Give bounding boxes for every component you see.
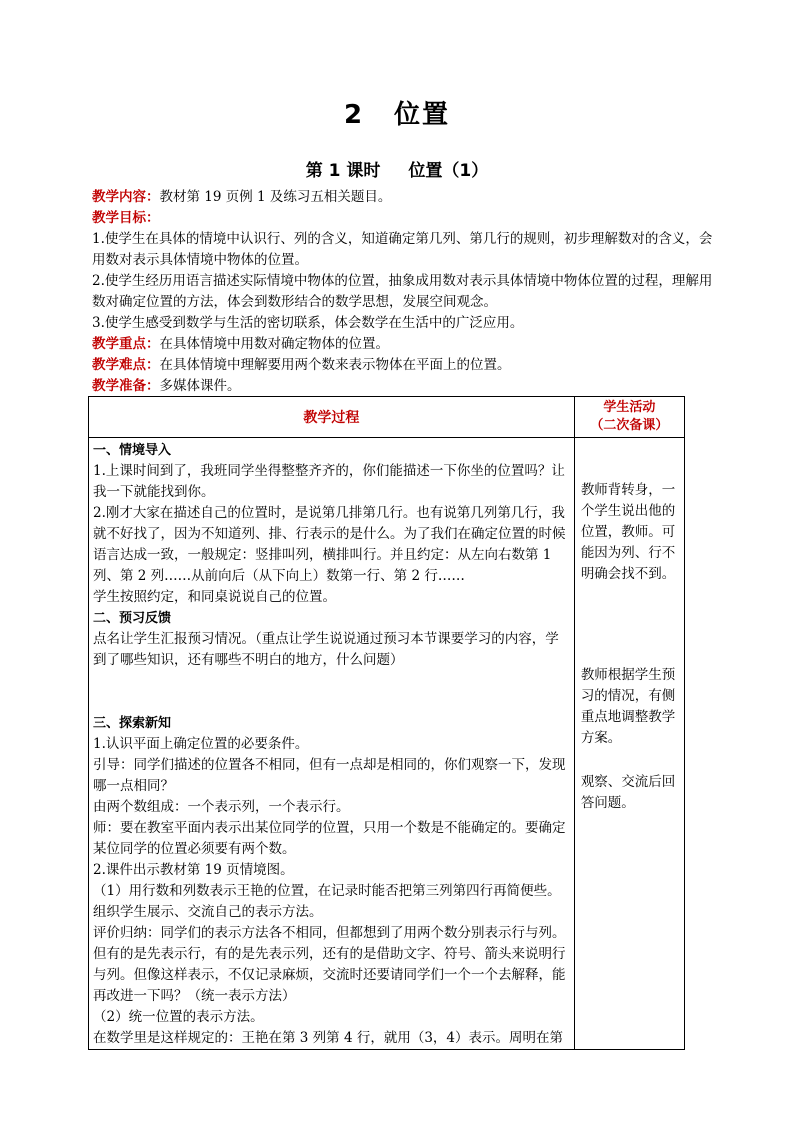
goals-label: 教学目标： xyxy=(92,210,160,226)
student-activity-cell xyxy=(574,438,684,1050)
section-heading: 三、探索新知 xyxy=(93,716,172,731)
difficulty-line xyxy=(92,355,722,376)
side-note xyxy=(581,665,681,749)
paragraph: 评价归纳：同学们的表示方法各不相同，但都想到了用两个数分别表示行与列。但有的是先表示行，有的是先表示列，还有的是借助文字、符号、箭头来说明行与列。但像这样表示，不仅记录麻烦，交流时还要请同学们一个一个去解释，能再改进一下吗？（统一表示方法） xyxy=(93,925,566,1004)
prep-text: 多媒体课件。 xyxy=(159,378,241,394)
side-note-text: 教师背转身，一个学生说出他的位置，教师。可能因为列、行不明确会找不到。 xyxy=(580,482,676,582)
side-note xyxy=(581,480,681,585)
difficulty-label: 教学难点： xyxy=(92,357,160,373)
key-point-text: 在具体情境中用数对确定物体的位置。 xyxy=(159,336,389,352)
lesson-subtitle xyxy=(0,156,794,181)
header-main: 教学过程 xyxy=(303,410,360,426)
section-heading: 二、预习反馈 xyxy=(93,611,172,626)
lesson-topic: 位置（1） xyxy=(408,161,489,181)
paragraph: （1）用行数和列数表示王艳的位置，在记录时能否把第三列第四行再简便些。组织学生展示、交流自己的表示方法。 xyxy=(93,883,561,920)
key-point-label: 教学重点： xyxy=(92,336,160,352)
prep-line xyxy=(92,376,722,397)
paragraph: （2）统一位置的表示方法。 xyxy=(93,1009,264,1025)
teaching-process-table xyxy=(88,396,685,1050)
paragraph: 1.认识平面上确定位置的必要条件。 xyxy=(93,736,309,752)
process-cell xyxy=(89,438,575,1050)
content-line xyxy=(92,187,722,208)
page-title xyxy=(0,94,794,131)
paragraph: 2.课件出示教材第 19 页情境图。 xyxy=(93,862,294,878)
table-header-row xyxy=(89,397,685,438)
chapter-title: 位置 xyxy=(394,100,451,130)
chapter-number: 2 xyxy=(343,100,365,130)
paragraph: 由两个数组成：一个表示列，一个表示行。 xyxy=(93,799,350,815)
header-side-line1: 学生活动 xyxy=(603,400,656,415)
section-heading: 一、情境导入 xyxy=(93,443,172,458)
content-text: 教材第 19 页例 1 及练习五相关题目。 xyxy=(159,189,392,205)
side-note xyxy=(581,772,681,814)
goal-item: 3.使学生感受到数学与生活的密切联系，体会数学在生活中的广泛应用。 xyxy=(92,315,524,331)
difficulty-text: 在具体情境中理解要用两个数来表示物体在平面上的位置。 xyxy=(159,357,511,373)
paragraph: 2.刚才大家在描述自己的位置时，是说第几排第几行。也有说第几列第几行，我就不好找了，因为不知道列、排、行表示的是什么。为了我们在确定位置的时候语言达成一致，一般规定：竖排叫列，横排叫行。并且约定：从左向右数第 1 列、第 2 列……从前向后（从下向上）数第一行、第 2 行…… xyxy=(93,505,566,584)
side-note-text: 观察、交流后回答问题。 xyxy=(580,774,676,811)
content-label: 教学内容： xyxy=(92,189,160,205)
side-note-text: 教师根据学生预习的情况，有侧重点地调整教学方案。 xyxy=(580,667,676,746)
paragraph: 在数学里是这样规定的：王艳在第 3 列第 4 行，就用（3，4）表示。周明在第 xyxy=(93,1030,564,1046)
lesson-number: 第 1 课时 xyxy=(305,161,381,181)
goal-item: 1.使学生在具体的情境中认识行、列的含义，知道确定第几列、第几行的规则，初步理解数对的含义，会用数对表示具体情境中物体的位置。 xyxy=(92,231,713,268)
paragraph: 师：要在教室平面内表示出某位同学的位置，只用一个数是不能确定的。要确定某位同学的位置必须要有两个数。 xyxy=(93,820,566,857)
lesson-meta xyxy=(92,187,722,397)
prep-label: 教学准备： xyxy=(92,378,160,394)
header-main-cell xyxy=(89,397,575,438)
header-side-line2: （二次备课） xyxy=(590,418,669,433)
spacer xyxy=(93,671,571,713)
table-body-row xyxy=(89,438,685,1050)
goal-item: 2.使学生经历用语言描述实际情境中物体的位置，抽象成用数对表示具体情境中物体位置的过程，理解用数对确定位置的方法，体会到数形结合的数学思想，发展空间观念。 xyxy=(92,273,713,310)
paragraph: 点名让学生汇报预习情况。（重点让学生说说通过预习本节课要学习的内容，学到了哪些知识，还有哪些不明白的地方，什么问题） xyxy=(93,631,559,668)
paragraph: 1.上课时间到了，我班同学坐得整整齐齐的，你们能描述一下你坐的位置吗？让我一下就能找到你。 xyxy=(93,463,565,500)
paragraph: 引导：同学们描述的位置各不相同，但有一点却是相同的，你们观察一下，发现哪一点相同？ xyxy=(93,757,566,794)
goals-heading xyxy=(92,208,722,229)
header-side-cell xyxy=(574,397,684,438)
paragraph: 学生按照约定，和同桌说说自己的位置。 xyxy=(93,589,336,605)
key-point-line xyxy=(92,334,722,355)
